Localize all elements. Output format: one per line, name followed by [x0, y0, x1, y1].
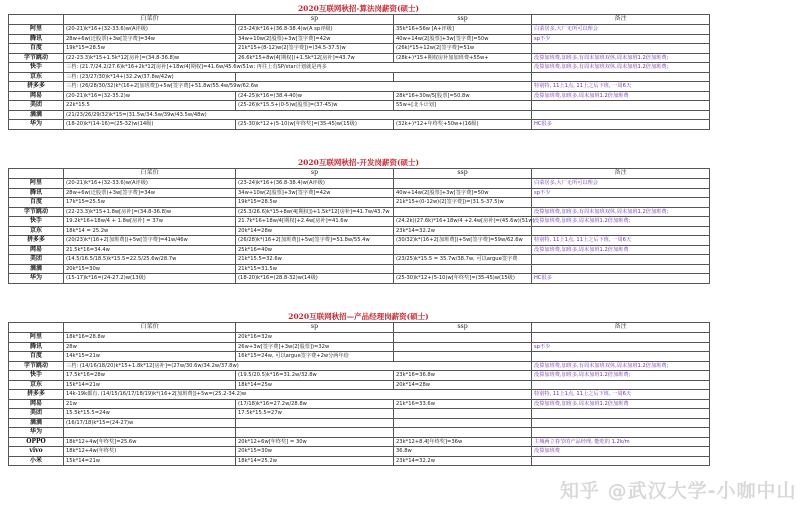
remark-cell	[532, 72, 710, 82]
column-header: ssp	[394, 15, 532, 25]
baicai-cell: 28w+6w(迁股票)+3w[签字费]=34w	[64, 34, 236, 44]
column-header: 备注	[532, 323, 710, 333]
baicai-cell: (20/23)k*(16+2[加班费])+5w[签字费]=41w/46w	[64, 236, 236, 246]
company-name: vivo	[9, 447, 64, 457]
company-name: 小米	[9, 456, 64, 466]
sp-cell: 34w+10w(2[股票]+3w[签字费]=42w	[236, 188, 394, 198]
column-header: sp	[236, 323, 394, 333]
ssp-cell: 28k*16+30w/5[股票]=50.8w	[394, 91, 532, 101]
baicai-cell: 17k*15=25.5w	[64, 198, 236, 208]
table-row	[9, 82, 710, 92]
remark-cell: 特别特, 11上1点, 11上之后下班, 一周6天	[532, 82, 710, 92]
section-title: 2020互联网秋招-算法岗薪资(硕士)	[297, 4, 420, 13]
baicai-cell: 22k*15.5	[64, 101, 236, 111]
table-row	[9, 380, 710, 390]
baicai-cell: 28w	[64, 342, 236, 352]
ssp-cell: 23k*14=32.2w	[394, 226, 532, 236]
table-row	[9, 120, 710, 130]
table-row	[9, 418, 710, 428]
table-row	[9, 437, 710, 447]
company-name: 腾讯	[9, 34, 64, 44]
sp-cell: (26/28)k*(16+2[加班费])+5w[签字费]=51.8w/55.4w	[236, 236, 394, 246]
column-header: ssp	[394, 169, 532, 179]
ssp-cell	[394, 179, 532, 189]
ssp-cell: 23k*16=36.8w	[394, 371, 532, 381]
company-name: 华为	[9, 428, 64, 438]
watermark: 知乎 @武汉大学-小咖中山	[560, 480, 797, 502]
company-name: 华为	[9, 274, 64, 284]
table-row	[9, 409, 710, 419]
baicai-cell: (18-20)k*(14-16)=(25-32)w(14级)	[64, 120, 236, 130]
baicai-cell: 三档: (26/28/30/32)k*(16+2[加班费])+5w[签字费]+51.8w/55.4w/59w/62.6w	[64, 82, 532, 92]
company-name: 拼多多	[9, 390, 64, 400]
sp-cell: (23-24)k*16+(36.8-38.4)w(A sp评级)	[236, 25, 394, 35]
remark-cell: 没算加班费,加班多,周末加班1.2倍加班费;	[532, 371, 710, 381]
sp-cell: 20k*12+6w[年终奖] = 30w	[236, 437, 394, 447]
remark-cell: 特别特, 11上1点, 11上之后下班, 一周6天	[532, 390, 710, 400]
table-row	[9, 255, 710, 265]
remark-cell: 特别特, 11上1点, 11上之后下班, 一周6天	[532, 236, 710, 246]
table-row	[9, 390, 710, 400]
baicai-cell: 15k*14=21w	[64, 380, 236, 390]
remark-cell: sp不少	[532, 342, 710, 352]
header-row	[9, 323, 710, 333]
table-row	[9, 101, 710, 111]
remark-cell	[532, 101, 710, 111]
company-name: 腾讯	[9, 188, 64, 198]
remark-cell	[532, 352, 710, 362]
remark-cell	[532, 226, 710, 236]
sp-cell: 20k*14=28w	[236, 226, 394, 236]
company-name: 阿里	[9, 333, 64, 343]
sp-cell: (18-20)k*16=(28.8-32)w(14级)	[236, 274, 394, 284]
section-title: 2020互联网秋招-开发岗薪资(硕士)	[297, 158, 420, 167]
company-name: 网易	[9, 91, 64, 101]
remark-cell: 白菜居多,大厂无所可以理会	[532, 25, 710, 35]
ssp-cell	[394, 207, 532, 217]
salary-table	[8, 168, 710, 284]
table-row	[9, 456, 710, 466]
ssp-cell: 40w+14w(2[股票]+3w[签字费]=50w	[394, 188, 532, 198]
ssp-cell: 21k*15+(0-12w)(2[签字费])=(31.5-37.5)w	[394, 198, 532, 208]
sp-cell: 34w+10w(2[股票)+3w[签字费]=42w	[236, 34, 394, 44]
baicai-cell: 20k*15=30w	[64, 264, 236, 274]
column-header: ssp	[394, 323, 532, 333]
baicai-cell: 18k*12+4w(年终奖)	[64, 447, 236, 457]
ssp-cell	[394, 72, 532, 82]
ssp-cell: (30/32)k*(16+2[加班费])+5w[签字费]=59w/62.6w	[394, 236, 532, 246]
column-header: sp	[236, 15, 394, 25]
baicai-cell: 18k*14 = 25.2w	[64, 226, 236, 236]
ssp-cell: 35k*16+56w [A+评级]	[394, 25, 532, 35]
sp-cell: (17/18)k*16=27.2w/28.8w	[236, 399, 394, 409]
company-name: 滴滴	[9, 418, 64, 428]
sp-cell: 17.5k*15.5=27w	[236, 409, 394, 419]
remark-cell	[532, 333, 710, 343]
section-product-manager	[8, 311, 709, 466]
company-name: 拼多多	[9, 236, 64, 246]
baicai-cell: (22-23.3)k*15+1.8w[房补]=(34.8-36.8)w	[64, 207, 236, 217]
table-row	[9, 226, 710, 236]
remark-cell: 没算加班费,加班多,周末加班1.2倍加班费	[532, 91, 710, 101]
baicai-cell: 14k*15=21w	[64, 352, 236, 362]
baicai-cell	[64, 428, 236, 438]
table-row	[9, 371, 710, 381]
remark-cell: 白菜居多,大厂无所可以理会	[532, 179, 710, 189]
section-title: 2020互联网秋招—产品经理岗薪资(硕士)	[288, 312, 429, 321]
remark-cell: 主城两立春节的产品经理, 能吃的 1.2k/m	[532, 437, 710, 447]
baicai-cell: 三档: (21.7/24.2/27.6)k*16+2k*12[房补]+18w/4[期权]=41.6w/45.6w/51w; 再往上有SP/star计划就是再多	[64, 63, 532, 73]
ssp-cell: (32k+)*12+年终奖+50w+(16级)	[394, 120, 532, 130]
company-name: 腾讯	[9, 342, 64, 352]
remark-cell	[532, 428, 710, 438]
sp-cell: 18k*14=25.2w	[236, 456, 394, 466]
sp-cell: 26.6k*15+8w(4[期权])+1.5k*12[房补]=43.7w	[236, 53, 394, 63]
ssp-cell: (25-30)k*12+(5-10)w[年终奖]=(35-45)w(15级)	[394, 274, 532, 284]
table-row	[9, 342, 710, 352]
table-row	[9, 179, 710, 189]
baicai-cell: (20-21)k*16=(32-35.2)w	[64, 91, 236, 101]
table-row	[9, 25, 710, 35]
column-header: 白菜价	[64, 169, 236, 179]
ssp-cell	[394, 264, 532, 274]
remark-cell	[532, 110, 710, 120]
sp-cell: 21k*15.5=32.6w	[236, 255, 394, 265]
table-row	[9, 274, 710, 284]
header-row	[9, 15, 710, 25]
ssp-cell	[394, 428, 532, 438]
company-name: 京东	[9, 72, 64, 82]
baicai-cell: (20-21)k*16+(32-33.6)w(A评级)	[64, 25, 236, 35]
sp-cell: (19.5/20.5)k*16=31.2w/32.8w	[236, 371, 394, 381]
remark-cell: HC很多	[532, 274, 710, 284]
ssp-cell: (26k)*15+12w(2[签字费]=51w	[394, 44, 532, 54]
header-corner	[9, 15, 64, 25]
header-corner	[9, 169, 64, 179]
table-row	[9, 361, 710, 371]
sp-cell: 19k*15=28.5w	[236, 198, 394, 208]
baicai-cell: 19.2k*16+18w/4 + 1.8w[房补] = 37w	[64, 217, 236, 227]
company-name: 滴滴	[9, 264, 64, 274]
ssp-cell	[394, 409, 532, 419]
company-name: 百度	[9, 198, 64, 208]
remark-cell: 没算加班费	[532, 447, 710, 457]
company-name: 美团	[9, 409, 64, 419]
sp-cell: (24-25)k*16=(38.4-40)w	[236, 91, 394, 101]
table-row	[9, 399, 710, 409]
company-name: 阿里	[9, 25, 64, 35]
remark-cell	[532, 44, 710, 54]
baicai-cell: 21.5k*16=34.4w	[64, 245, 236, 255]
ssp-cell: 20k*14=28w	[394, 380, 532, 390]
company-name: 京东	[9, 380, 64, 390]
section-algorithm	[8, 3, 709, 130]
baicai-cell: 18k*16=28.8w	[64, 333, 236, 343]
baicai-cell: (16/17/18)k*15=(24-27)w	[64, 418, 236, 428]
header-row	[9, 169, 710, 179]
table-row	[9, 447, 710, 457]
company-name: 网易	[9, 399, 64, 409]
column-header: 白菜价	[64, 323, 236, 333]
ssp-cell: (23/25)k*15.5 = 35.7w/38.7w, 可以argue签字费	[394, 255, 532, 265]
sp-cell: 16k*15=24w, 可以argue签字费+2w分两年给	[236, 352, 394, 362]
company-name: 字节跳动	[9, 207, 64, 217]
table-row	[9, 207, 710, 217]
column-header: sp	[236, 169, 394, 179]
table-row	[9, 63, 710, 73]
company-name: 京东	[9, 226, 64, 236]
table-row	[9, 188, 710, 198]
remark-cell	[532, 456, 710, 466]
sp-cell	[236, 418, 394, 428]
baicai-cell: (20-21)k*16+(32-33.6)w(A评级)	[64, 179, 236, 189]
baicai-cell: 15k*14=21w	[64, 456, 236, 466]
sp-cell: 26w+3w[签字费]+3w(2[股票])=32w	[236, 342, 394, 352]
remark-cell: sp不少	[532, 188, 710, 198]
remark-cell: 没算加班费,加班多,有周末加班双休,周末加班1.2倍加班费;	[532, 53, 710, 63]
table-row	[9, 236, 710, 246]
remark-cell: 没算加班费,加班多,周末加班1.2倍加班费	[532, 399, 710, 409]
remark-cell: sp不少	[532, 34, 710, 44]
company-name: 网易	[9, 245, 64, 255]
sp-cell	[236, 428, 394, 438]
company-name: 拼多多	[9, 82, 64, 92]
baicai-cell: 21w	[64, 399, 236, 409]
table-row	[9, 44, 710, 54]
ssp-cell: (24.2k)(27.6k)*16+18w/4 +2.4w[房补]=(45.6w)(51w)	[394, 217, 532, 227]
company-name: 字节跳动	[9, 53, 64, 63]
company-name: OPPO	[9, 437, 64, 447]
remark-cell	[532, 198, 710, 208]
company-name: 快手	[9, 217, 64, 227]
ssp-cell: 55w+[北斗计划]	[394, 101, 532, 111]
baicai-cell: 17.5k*16=28w	[64, 371, 236, 381]
remark-cell: 没算加班费,加班多,有周末加班双休,周末加班1.2倍加班费;	[532, 63, 710, 73]
table-row	[9, 53, 710, 63]
sp-cell: 21k*15=31.5w	[236, 264, 394, 274]
remark-cell	[532, 409, 710, 419]
table-row	[9, 352, 710, 362]
ssp-cell	[394, 245, 532, 255]
baicai-cell: 15.5k*15.5=24w	[64, 409, 236, 419]
sp-cell: 21k*15+(8-12)w(2[签字费])=(34.5-37.5)w	[236, 44, 394, 54]
remark-cell	[532, 255, 710, 265]
table-row	[9, 110, 710, 120]
ssp-cell: (28k+)*15+期权房补加加班费+55w+	[394, 53, 532, 63]
sp-cell: 20k*15=30w	[236, 447, 394, 457]
ssp-cell: 36.8w	[394, 447, 532, 457]
header-corner	[9, 323, 64, 333]
column-header: 备注	[532, 15, 710, 25]
table-row	[9, 264, 710, 274]
table-row	[9, 72, 710, 82]
company-name: 百度	[9, 44, 64, 54]
baicai-cell: 18k*12+4w[年终奖]=25.6w	[64, 437, 236, 447]
sp-cell: 20k*16=32w	[236, 333, 394, 343]
table-row	[9, 91, 710, 101]
table-row	[9, 333, 710, 343]
column-header: 备注	[532, 169, 710, 179]
company-name: 美团	[9, 255, 64, 265]
ssp-cell: 23k*14=32.2w	[394, 456, 532, 466]
company-name: 华为	[9, 120, 64, 130]
ssp-cell: 21k*16=33.6w	[394, 399, 532, 409]
company-name: 快手	[9, 371, 64, 381]
remark-cell: 没算加班费,加班多,有周末加班双休,周末加班1.2倍加班费;	[532, 361, 710, 371]
table-row	[9, 217, 710, 227]
table-row	[9, 428, 710, 438]
baicai-cell: (21/23/26/29/32)k*15=(31.5w/34.5w/39w/43.5w/48w)	[64, 110, 532, 120]
remark-cell: 没算加班费,加班多,周末加班1.2倍加班费;	[532, 217, 710, 227]
baicai-cell: 三档: (14/16/18/20)k*15+1.8k*12[房补]=(27w/30.6w/34.2w/37.8w)	[64, 361, 532, 371]
sp-cell: (25.3/26.6)k*15+8w(4[期权])+1.5k*12[房补]=41.7w/43.7w	[236, 207, 394, 217]
company-name: 快手	[9, 63, 64, 73]
salary-table	[8, 14, 710, 130]
sp-cell: (23-24)k*16+(36.8-38.4)w(A评级)	[236, 179, 394, 189]
baicai-cell: 28w+6w(迁股票)+3w[签字费]=34w	[64, 188, 236, 198]
ssp-cell: 23k*12+8.4[年终奖]=36w	[394, 437, 532, 447]
table-row	[9, 198, 710, 208]
remark-cell: 没算加班费,加班多,有周末加班双休,周末加班1.2倍加班费;	[532, 207, 710, 217]
ssp-cell	[394, 418, 532, 428]
company-name: 美团	[9, 101, 64, 111]
sp-cell: (25-26)k*15.5+(0-5)w[股票]=(37-45)w	[236, 101, 394, 111]
baicai-cell: (14.5/16.5/18.5)k*15.5=22.5/25.6w/28.7w	[64, 255, 236, 265]
ssp-cell	[394, 352, 532, 362]
baicai-cell: 14k-19k都有, (14/15/16/17/18/19)k*(16+2[加班费])+5w=(25.2-34.2)w	[64, 390, 532, 400]
table-row	[9, 245, 710, 255]
remark-cell: HC很多	[532, 120, 710, 130]
sp-cell: 21.7k*16+18w/4[期权]+2.4w[房补]=41.6w	[236, 217, 394, 227]
baicai-cell: (22-23.3)k*15+1.5k*12[房补]=(34.8-36.8)w	[64, 53, 236, 63]
ssp-cell	[394, 342, 532, 352]
sp-cell: 25k*16=40w	[236, 245, 394, 255]
baicai-cell: 三档: (23/27/30)k*14+(32.2w/37.8w/42w)	[64, 72, 236, 82]
sp-cell: 18k*14=25w	[236, 380, 394, 390]
remark-cell	[532, 380, 710, 390]
company-name: 阿里	[9, 179, 64, 189]
company-name: 滴滴	[9, 110, 64, 120]
company-name: 百度	[9, 352, 64, 362]
remark-cell	[532, 264, 710, 274]
column-header: 白菜价	[64, 15, 236, 25]
table-row	[9, 34, 710, 44]
ssp-cell: 40w+14w(2[股票]+3w[签字费]=50w	[394, 34, 532, 44]
salary-table	[8, 322, 710, 466]
section-development	[8, 157, 709, 284]
remark-cell: 没算加班费,加班多,周末加班1.2倍加班费	[532, 245, 710, 255]
remark-cell	[532, 418, 710, 428]
sp-cell	[236, 72, 394, 82]
ssp-cell	[394, 333, 532, 343]
sp-cell: (25-30)k*12+(5-10)w[年终奖]=(35-45)w(15级)	[236, 120, 394, 130]
baicai-cell: (15-17)k*16=(24-27.2)w(13级)	[64, 274, 236, 284]
baicai-cell: 19k*15=28.5w	[64, 44, 236, 54]
company-name: 字节跳动	[9, 361, 64, 371]
